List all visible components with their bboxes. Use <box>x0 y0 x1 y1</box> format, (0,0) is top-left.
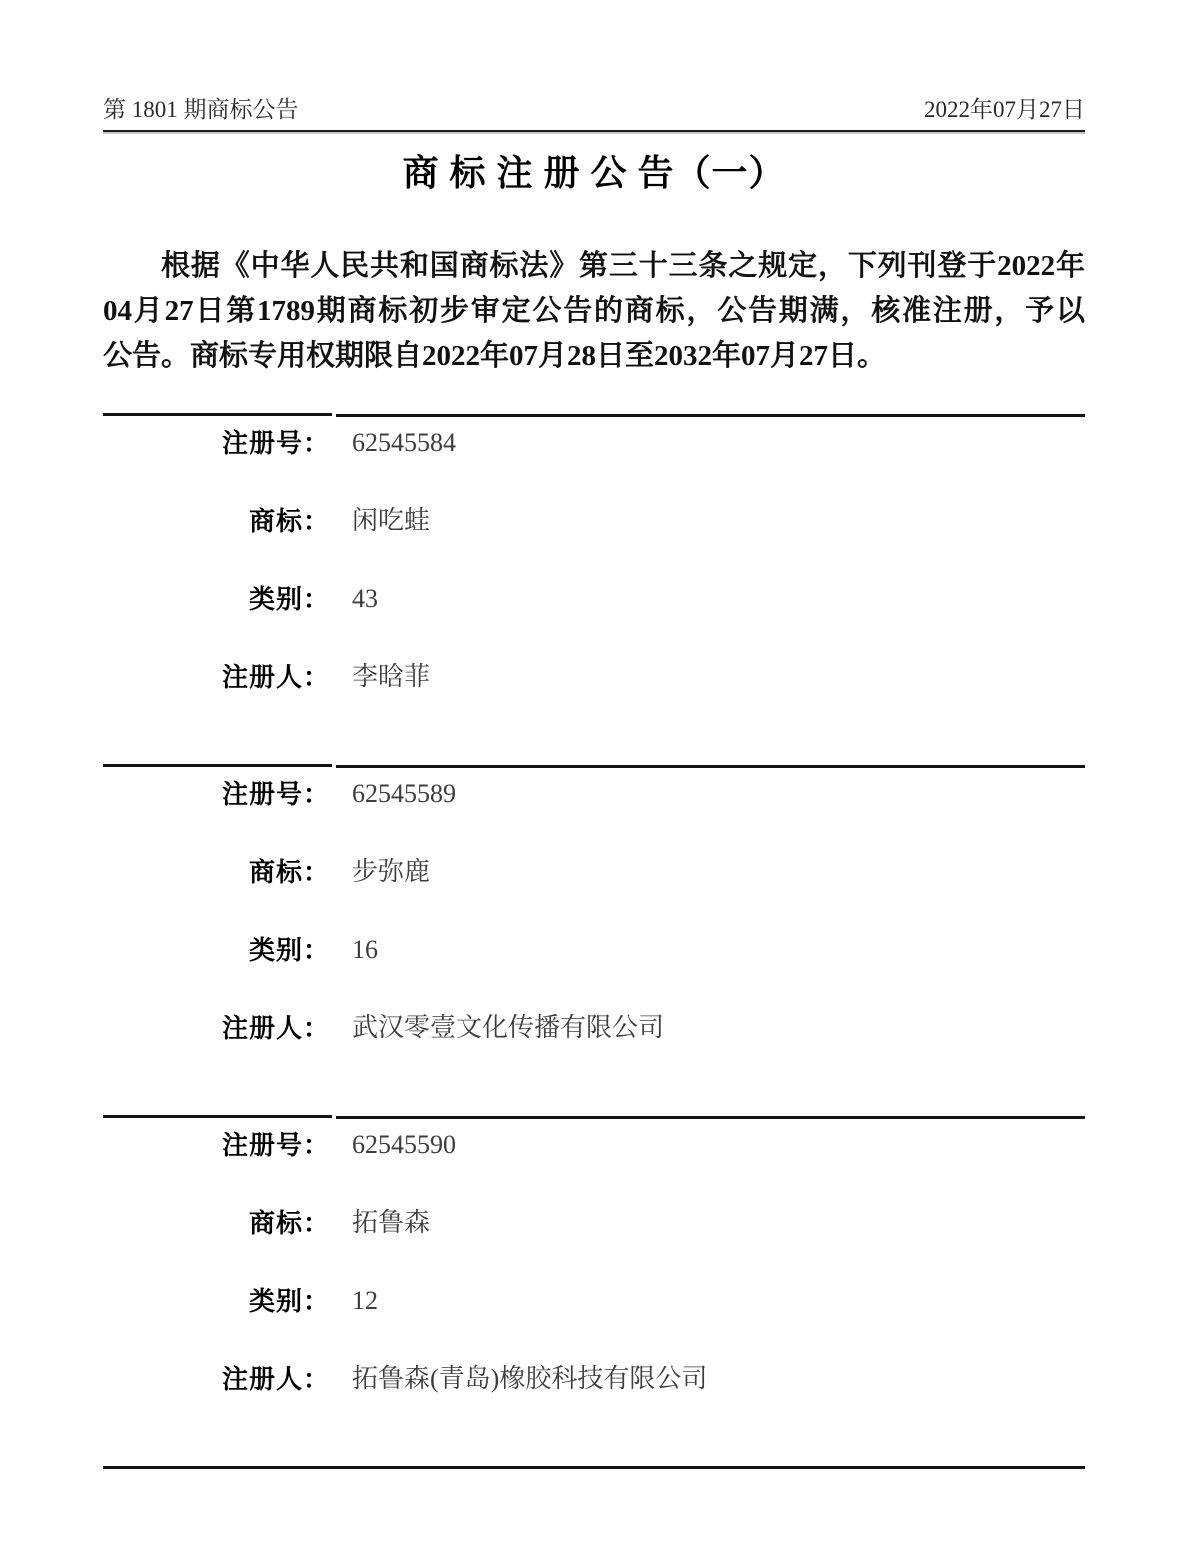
field-label-trademark: 商标： <box>248 1208 330 1238</box>
record-row-trademark <box>103 494 1085 572</box>
record-row-registrant <box>103 1001 1085 1079</box>
field-label-registrant: 注册人： <box>221 1013 330 1043</box>
record-divider <box>103 764 1085 767</box>
field-value-trademark: 闲吃蛙 <box>352 506 431 535</box>
field-value-category: 16 <box>352 935 378 964</box>
divider-segment <box>103 413 332 416</box>
page-title: 商 标 注 册 公 告（一） <box>402 153 786 193</box>
record-row-category <box>103 1274 1085 1352</box>
page-header <box>103 96 1085 123</box>
record-row-trademark <box>103 1196 1085 1274</box>
trademark-record <box>103 416 1085 764</box>
record-row-reg-no <box>103 767 1085 845</box>
field-value-reg-no: 62545590 <box>352 1130 456 1159</box>
field-value-registrant: 拓鲁森(青岛)橡胶科技有限公司 <box>352 1364 708 1393</box>
record-row-reg-no <box>103 416 1085 494</box>
field-label-reg-no: 注册号： <box>221 1130 330 1160</box>
gazette-issue-label: 第 1801 期商标公告 <box>103 97 299 122</box>
field-label-reg-no: 注册号： <box>221 428 330 458</box>
field-value-category: 12 <box>352 1286 378 1315</box>
trademark-record <box>103 1118 1085 1466</box>
intro-line: 04月27日第1789期商标初步审定公告的商标，公告期满，核准注册，予以 <box>103 295 1085 327</box>
field-label-trademark: 商标： <box>248 857 330 887</box>
field-label-category: 类别： <box>248 1286 330 1316</box>
divider-segment <box>336 765 1085 768</box>
divider-segment <box>103 1466 332 1469</box>
intro-paragraph <box>103 244 1085 379</box>
record-divider <box>103 413 1085 416</box>
record-divider <box>103 1466 1085 1469</box>
gazette-date: 2022年07月27日 <box>924 97 1085 122</box>
divider-segment <box>336 414 1085 417</box>
header-divider <box>103 130 1085 132</box>
field-label-trademark: 商标： <box>248 506 330 536</box>
field-value-trademark: 步弥鹿 <box>352 857 431 886</box>
divider-segment <box>103 1115 332 1118</box>
field-label-registrant: 注册人： <box>221 662 330 692</box>
field-value-reg-no: 62545589 <box>352 779 456 808</box>
field-value-category: 43 <box>352 584 378 613</box>
field-value-registrant: 武汉零壹文化传播有限公司 <box>352 1013 665 1042</box>
record-row-reg-no <box>103 1118 1085 1196</box>
field-label-category: 类别： <box>248 584 330 614</box>
record-row-registrant <box>103 650 1085 728</box>
record-row-trademark <box>103 845 1085 923</box>
field-value-trademark: 拓鲁森 <box>352 1208 431 1237</box>
record-row-category <box>103 923 1085 1001</box>
field-label-registrant: 注册人： <box>221 1364 330 1394</box>
field-value-reg-no: 62545584 <box>352 428 456 457</box>
intro-line: 根据《中华人民共和国商标法》第三十三条之规定，下列刊登于2022年 <box>161 250 1085 282</box>
divider-segment <box>332 1466 1085 1469</box>
record-row-registrant <box>103 1352 1085 1430</box>
records-section <box>103 413 1085 1469</box>
field-value-registrant: 李晗菲 <box>352 662 431 691</box>
divider-segment <box>103 764 332 767</box>
divider-segment <box>336 1116 1085 1119</box>
field-label-category: 类别： <box>248 935 330 965</box>
intro-line: 公告。商标专用权期限自2022年07月28日至2032年07月27日。 <box>103 340 887 372</box>
record-row-category <box>103 572 1085 650</box>
field-label-reg-no: 注册号： <box>221 779 330 809</box>
record-divider <box>103 1115 1085 1118</box>
trademark-record <box>103 767 1085 1115</box>
